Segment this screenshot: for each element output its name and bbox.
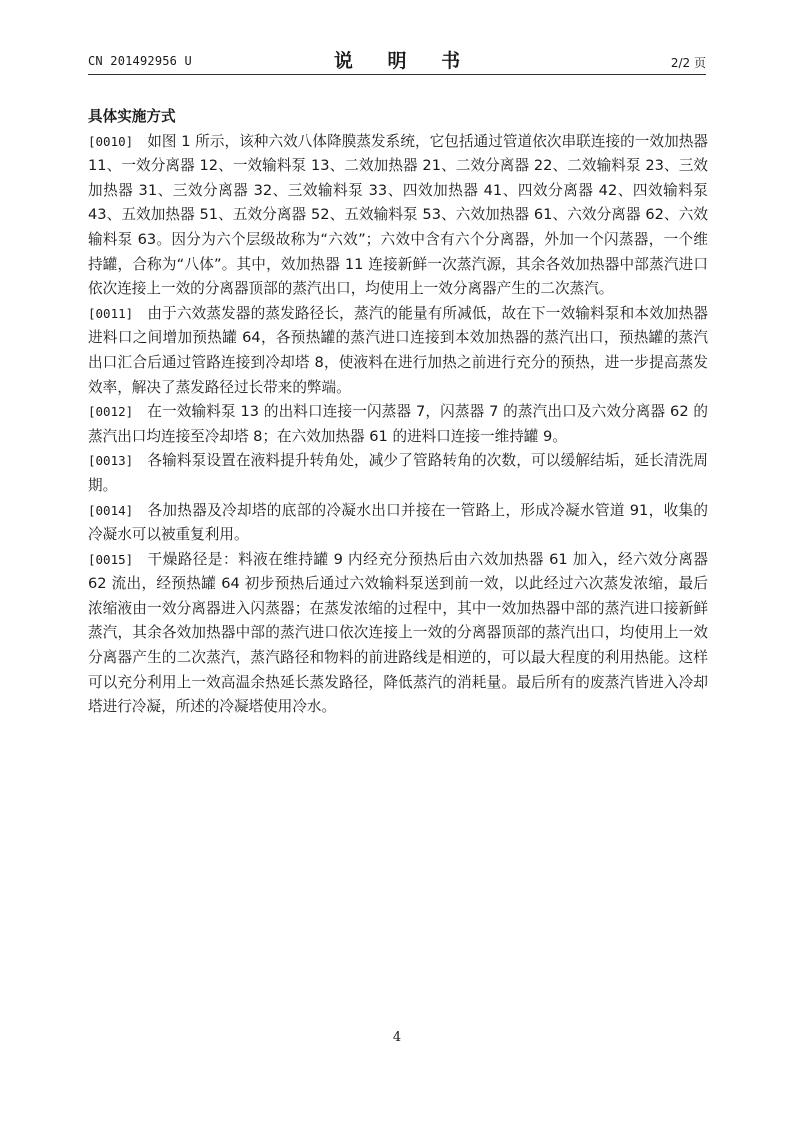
paragraph-number: [0015] (88, 551, 134, 567)
paragraph-number: [0013] (88, 453, 134, 469)
paragraph-0011 (88, 302, 708, 400)
paragraph-text: 各加热器及冷却塔的底部的冷凝水出口并接在一管路上，形成冷凝水管道 91，收集的冷凝水可以被重复利用。 (88, 501, 708, 544)
paragraph-0012 (88, 400, 708, 449)
paragraph-text: 在一效输料泵 13 的出料口连接一闪蒸器 7，闪蒸器 7 的蒸汽出口及六效分离器 62 的蒸汽出口均连接至冷却塔 8；在六效加热器 61 的进料口连接一维持罐 9。 (88, 403, 708, 445)
paragraph-number: [0010] (88, 133, 134, 149)
paragraph-number: [0012] (88, 404, 134, 420)
section-heading: 具体实施方式 (88, 108, 176, 125)
paragraph-0010 (88, 130, 708, 302)
page-header (88, 48, 706, 72)
document-number: CN 201492956 U (88, 54, 192, 68)
paragraph-text: 如图 1 所示，该种六效八体降膜蒸发系统，它包括通过管道依次串联连接的一效加热器 11、一效分离器 12、一效输料泵 13、二效加热器 21、二效分离器 22、二效输料泵 23、三效加热器 31、三效分离器 32、三效输料泵 33、四效加热器 41、四效分离器 42、四效输料泵 43、五效加热器 51、五效分离器 52、五效输料泵 53、六效加热器 61、六效分离器 62、六效输料泵 63。因分为六个层级故称为“六效”；六效中含有六个分离器，外加一个闪蒸器，一个维持罐，合称为“八体”。其中，效加热器 11 连接新鲜一次蒸汽源，其余各效加热器中部蒸汽进口依次连接上一效的分离器顶部的蒸汽出口，均使用上一效分离器产生的二次蒸汽。 (88, 132, 708, 298)
paragraph-0014 (88, 499, 708, 548)
paragraph-0015 (88, 548, 708, 720)
paragraph-text: 由于六效蒸发器的蒸发路径长，蒸汽的能量有所减低，故在下一效输料泵和本效加热器进料口之间增加预热罐 64，各预热罐的蒸汽进口连接到本效加热器的蒸汽出口，预热罐的蒸汽出口汇合后通过管路连接到冷却塔 8，使液料在进行加热之前进行充分的预热，进一步提高蒸发效率，解决了蒸发路径过长带来的弊端。 (88, 304, 708, 396)
paragraph-number: [0011] (88, 305, 134, 321)
paragraph-text: 干燥路径是：料液在维持罐 9 内经充分预热后由六效加热器 61 加入，经六效分离器 62 流出，经预热罐 64 初步预热后通过六效输料泵送到前一效，以此经过六次蒸发浓缩，最后浓缩液由一效分离器进入闪蒸器；在蒸发浓缩的过程中，其中一效加热器中部的蒸汽进口接新鲜蒸汽，其余各效加热器中部的蒸汽进口依次连接上一效的分离器顶部的蒸汽出口，均使用上一效分离器产生的二次蒸汽，蒸汽路径和物料的前进路线是相逆的，可以最大程度的利用热能。这样可以充分利用上一效高温余热延长蒸发路径，降低蒸汽的消耗量。最后所有的废蒸汽皆进入冷却塔进行冷凝，所述的冷凝塔使用冷水。 (88, 550, 708, 716)
paragraph-text: 各输料泵设置在液料提升转角处，减少了管路转角的次数，可以缓解结垢，延长清洗周期。 (88, 452, 708, 494)
page-count: 2/2 页 (670, 56, 706, 70)
page-number: 4 (392, 1030, 402, 1045)
header-rule (88, 74, 706, 75)
document-title: 说 明 书 (333, 50, 475, 72)
document-body (88, 105, 708, 720)
paragraph-number: [0014] (88, 502, 134, 518)
paragraph-0013 (88, 449, 708, 498)
